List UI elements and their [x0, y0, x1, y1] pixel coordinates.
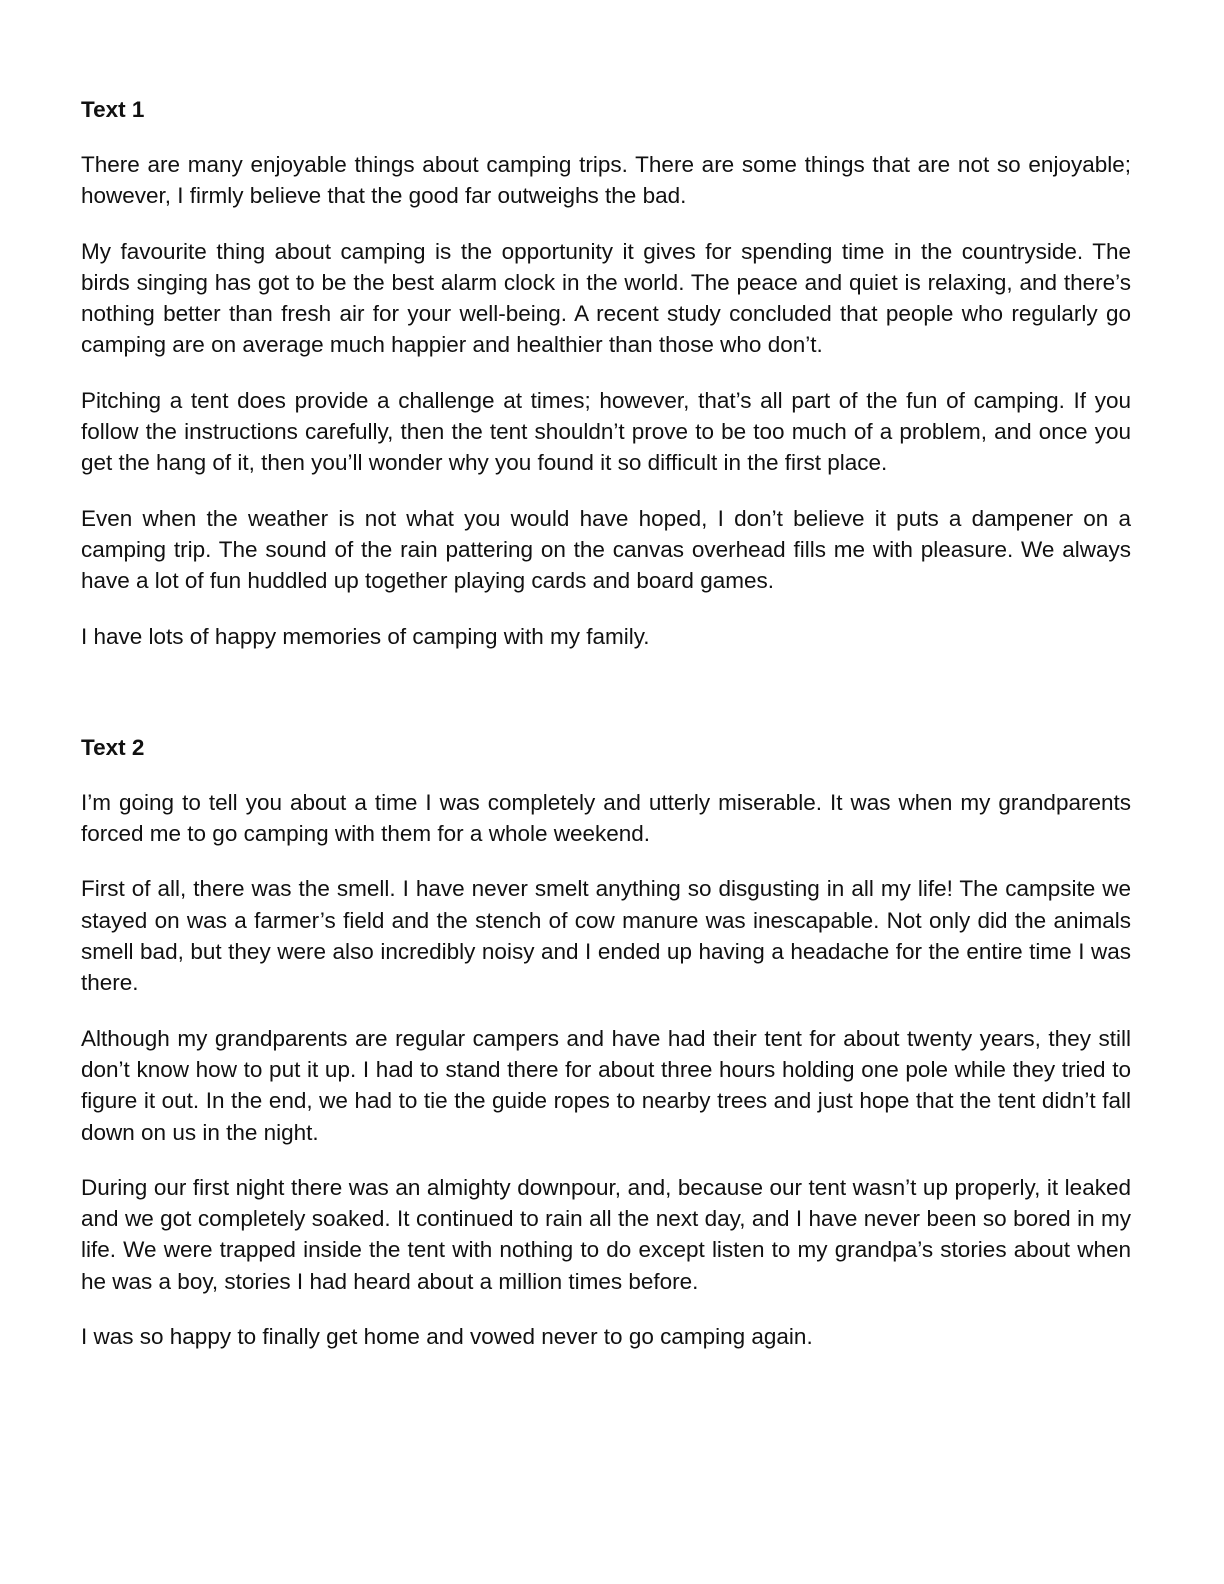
text-2-paragraph-3: Although my grandparents are regular campers and have had their tent for about twenty years, they still don’t know how to put it up. I had to stand there for about three hours holding one pole while they tried to figure it out. In the end, we had to tie the guide ropes to nearby trees and just hope that the tent didn’t fall down on us in the night. [81, 1025, 1131, 1145]
text-2-paragraph-2: First of all, there was the smell. I have never smelt anything so disgusting in all my life! The campsite we stayed on was a farmer’s field and the stench of cow manure was inescapable. Not only did the animals smell bad, but they were also incredibly noisy and I ended up having a headache for the entire time I was there. [81, 876, 1131, 996]
section-spacer [81, 676, 1131, 732]
text-1-heading: Text 1 [81, 97, 145, 122]
text-2-heading: Text 2 [81, 734, 145, 760]
text-1-paragraph-1: There are many enjoyable things about camping trips. There are some things that are not so enjoyable; however, I firmly believe that the good far outweighs the bad. [81, 152, 1131, 209]
text-2-paragraph-1: I’m going to tell you about a time I was completely and utterly miserable. It was when my grandparents forced me to go camping with them for a whole weekend. [81, 789, 1131, 847]
text-1-paragraph-3: Pitching a tent does provide a challenge at times; however, that’s all part of the fun of camping. If you follow the instructions carefully, then the tent shouldn’t prove to be too much of a problem, and once you get the hang of it, then you’ll wonder why you found it so difficult in the first place. [81, 387, 1131, 476]
text-1-paragraph-4: Even when the weather is not what you would have hoped, I don’t believe it puts a dampener on a camping trip. The sound of the rain pattering on the canvas overhead fills me with pleasure. We always have a lot of fun huddled up together playing cards and board games. [81, 505, 1131, 594]
text-2-paragraph-4: During our first night there was an almighty downpour, and, because our tent wasn’t up properly, it leaked and we got completely soaked. It continued to rain all the next day, and I have never been so bored in my life. We were trapped inside the tent with nothing to do except listen to my grandpa’s stories about when he was a boy, stories I had heard about a million times before. [81, 1174, 1131, 1294]
text-2-section [81, 732, 1131, 1352]
text-2-paragraph-5: I was so happy to finally get home and vowed never to go camping again. [81, 1324, 813, 1350]
text-1-section [81, 94, 1131, 652]
text-1-paragraph-5: I have lots of happy memories of camping with my family. [81, 623, 650, 649]
document-page [81, 94, 1131, 1376]
text-1-paragraph-2: My favourite thing about camping is the opportunity it gives for spending time in the countryside. The birds singing has got to be the best alarm clock in the world. The peace and quiet is relaxing, and there’s nothing better than fresh air for your well-being. A recent study concluded that people who regularly go camping are on average much happier and healthier than those who don’t. [81, 238, 1131, 358]
